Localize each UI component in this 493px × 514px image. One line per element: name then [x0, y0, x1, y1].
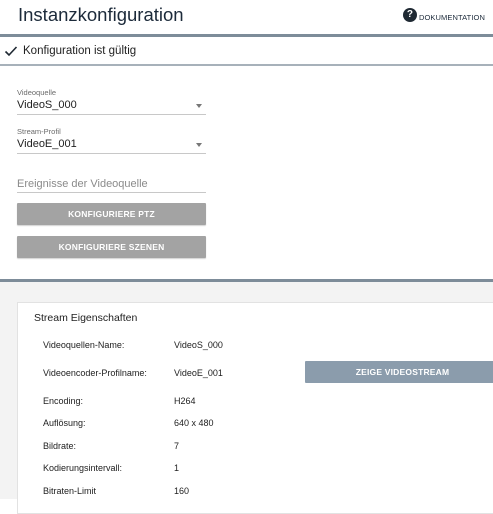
prop-label-encoder-profile-name: Videoencoder-Profilname: — [43, 368, 147, 378]
prop-label-encoding: Encoding: — [43, 396, 84, 406]
prop-value-encoder-profile-name: VideoE_001 — [174, 368, 223, 378]
prop-value-resolution: 640 x 480 — [174, 418, 214, 428]
prop-value-bitrate-limit: 160 — [174, 486, 190, 496]
video-source-events-placeholder[interactable]: Ereignisse der Videoquelle — [17, 178, 148, 190]
documentation-link[interactable] — [403, 7, 485, 22]
prop-label-framerate: Bildrate: — [43, 441, 77, 451]
prop-label-resolution: Auflösung: — [43, 418, 86, 428]
prop-label-encoding-interval: Kodierungsintervall: — [43, 463, 123, 473]
prop-label-video-source-name: Videoquellen-Name: — [43, 340, 125, 350]
prop-value-encoding-interval: 1 — [174, 463, 180, 473]
page-title: Instanzkonfiguration — [18, 4, 184, 25]
chevron-down-icon[interactable] — [196, 143, 202, 147]
status-text: Konfiguration ist gültig — [23, 44, 137, 57]
stream-properties-card — [17, 302, 493, 514]
configure-scenes-button[interactable]: KONFIGURIERE SZENEN — [17, 236, 206, 258]
status-divider — [0, 64, 493, 66]
show-videostream-button[interactable]: ZEIGE VIDEOSTREAM — [305, 361, 493, 383]
video-source-events-field[interactable] — [17, 172, 206, 192]
stream-profile-underline — [17, 153, 206, 154]
documentation-label[interactable]: DOKUMENTATION — [418, 13, 485, 22]
events-underline — [17, 192, 206, 193]
prop-label-bitrate-limit: Bitraten-Limit — [43, 486, 97, 496]
prop-value-framerate: 7 — [174, 441, 180, 451]
stream-properties-title: Stream Eigenschaften — [34, 312, 138, 324]
status-bar — [0, 37, 493, 64]
prop-value-encoding: H264 — [174, 396, 196, 406]
video-source-label: Videoquelle — [17, 88, 57, 97]
chevron-down-icon[interactable] — [196, 104, 202, 108]
page-header — [0, 0, 493, 34]
help-circle-icon[interactable]: ? — [403, 8, 417, 22]
stream-profile-value[interactable]: VideoE_001 — [17, 138, 77, 150]
check-icon — [4, 44, 18, 58]
configure-ptz-button[interactable]: KONFIGURIERE PTZ — [17, 203, 206, 225]
video-source-select[interactable] — [17, 88, 206, 114]
prop-value-video-source-name: VideoS_000 — [174, 340, 223, 350]
video-source-value[interactable]: VideoS_000 — [17, 99, 77, 111]
stream-profile-label: Stream-Profil — [17, 127, 61, 136]
stream-profile-select[interactable] — [17, 127, 206, 153]
video-source-underline — [17, 114, 206, 115]
